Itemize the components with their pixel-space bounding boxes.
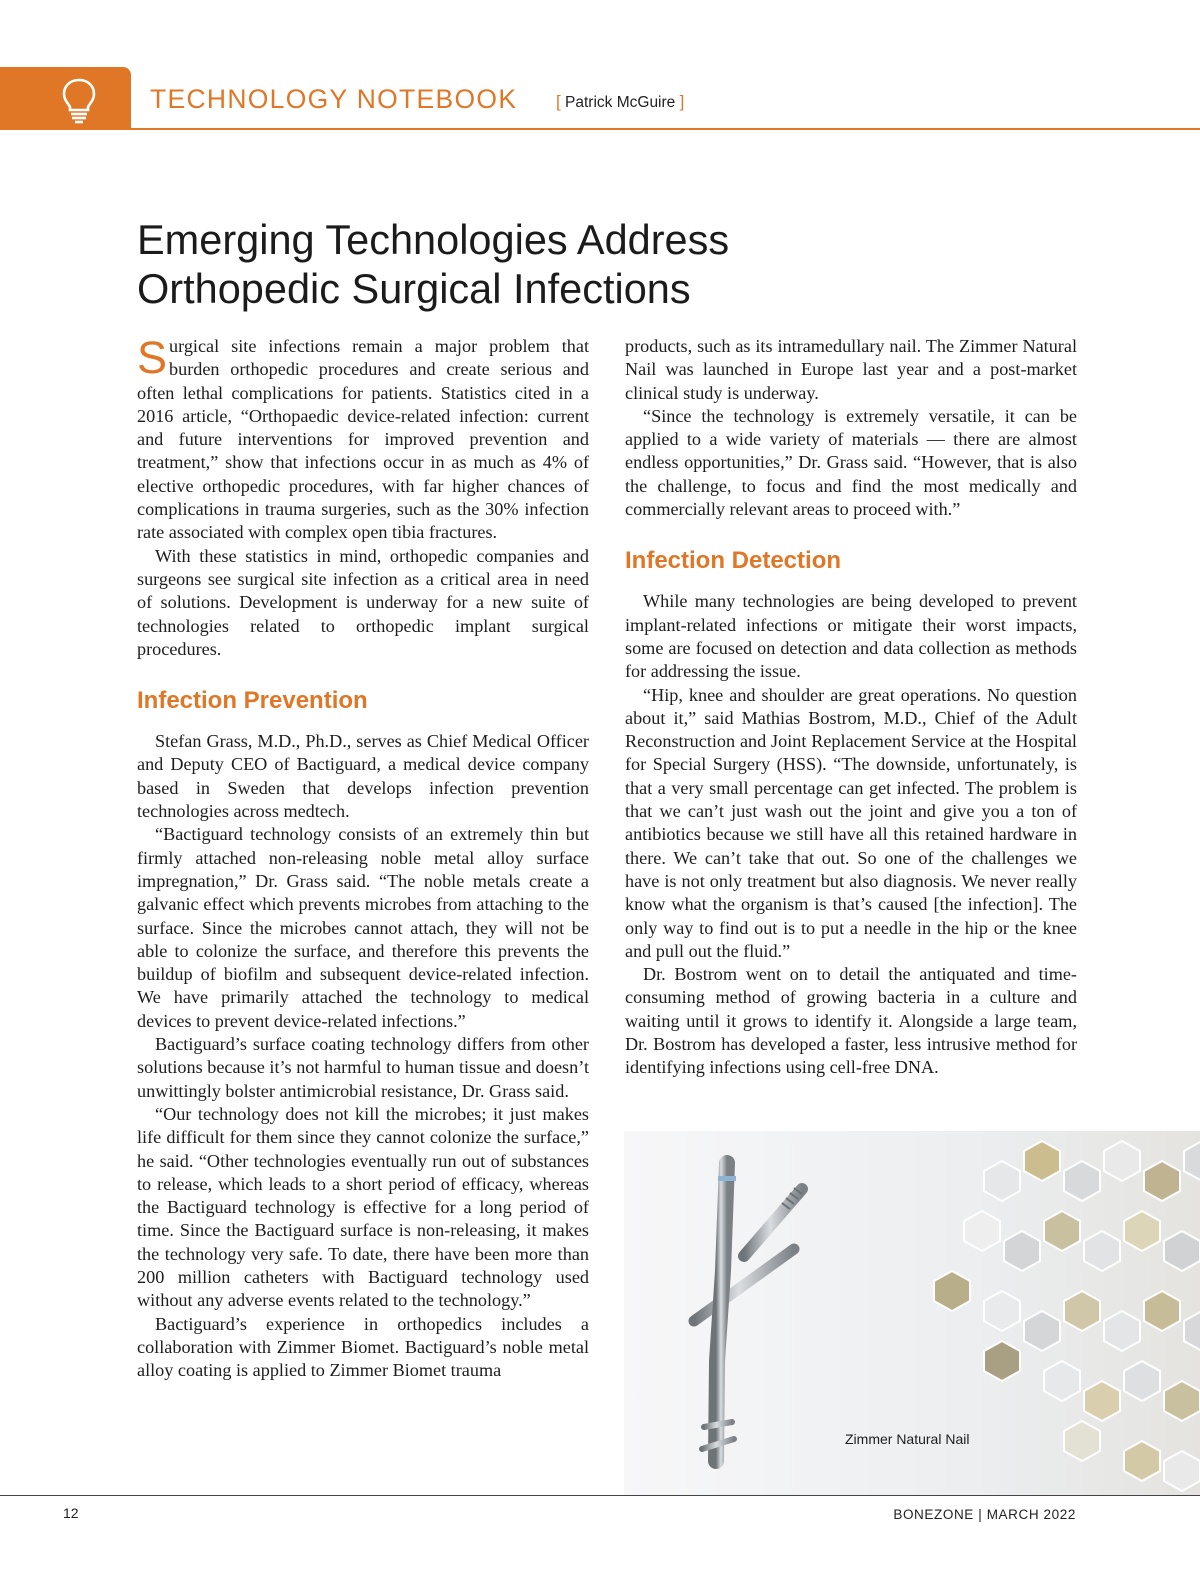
section-name: TECHNOLOGY NOTEBOOK (150, 84, 518, 114)
paragraph: “Bactiguard technology consists of an extremely thin but firmly attached non-releasing noble metal alloy surface impregnation,” Dr. Grass said. “The noble metals create a galvanic effect which prevents microbes from attaching to the surface. Since the microbes cannot attach, they will not be able to colonize the surface, and therefore this prevents the buildup of biofilm and subsequent device-related infection. We have primarily attached the technology to medical devices to prevent device-related infections.” (137, 824, 589, 1031)
publication-info: BONEZONE | MARCH 2022 (893, 1507, 1076, 1522)
drop-cap: S (137, 332, 168, 383)
title-line-1: Emerging Technologies Address (137, 216, 730, 263)
paragraph: “Since the technology is extremely versatile, it can be applied to a wide variety of materials — there are almost endless opportunities,” Dr. Grass said. “However, that is also the challenge, to focus and find the most medically and commercially relevant areas to proceed with.” (625, 405, 1077, 520)
paragraph: Dr. Bostrom went on to detail the antiquated and time-consuming method of growing bacteria in a culture and waiting until it grows to identify it. Alongside a large team, Dr. Bostrom has developed a faster, less intrusive method for identifying infections using cell-free DNA. (625, 964, 1077, 1078)
paragraph: Stefan Grass, M.D., Ph.D., serves as Chief Medical Officer and Deputy CEO of Bactiguard, a medical device company based in Sweden that develops infection prevention technologies across medtech. (137, 731, 589, 822)
section-heading-prevention: Infection Prevention (137, 687, 368, 715)
paragraph (137, 332, 589, 545)
paragraph: While many technologies are being developed to prevent implant-related infections or mitigate their worst impacts, some are focused on detection and data collection as methods for addressing the issue. (625, 591, 1077, 682)
paragraph: “Our technology does not kill the microbes; it just makes life difficult for them since they cannot colonize the surface,” he said. “Other technologies eventually run out of substances to release, which leads to a short period of efficacy, whereas the Bactiguard technology is effective for a long period of time. Since the Bactiguard surface is non-releasing, it makes the technology very safe. To date, there have been more than 200 million catheters with Bactiguard technology used without any adverse events related to the technology.” (137, 1103, 589, 1311)
paragraph: “Hip, knee and shoulder are great operations. No question about it,” said Mathias Bostrom, M.D., Chief of the Adult Reconstruction and Joint Replacement Service at the Hospital for Special Surgery (HSS). “The downside, unfortunately, is that a very small percentage can get infected. The problem is that we can’t just wash out the joint and give you a ton of antibiotics because we still have all this retained hardware in there. We can’t take that out. So one of the challenges we have is not only treatment but also diagnosis. We never really know what the organism is that’s caused [the infection]. The only way to find out is to put a needle in the hip or the knee and pull out the fluid.” (625, 684, 1077, 961)
paragraph: Bactiguard’s surface coating technology differs from other solutions because it’s not harmful to human tissue and doesn’t unwittingly bolster antimicrobial resistance, Dr. Grass said. (137, 1034, 589, 1101)
paragraph: Bactiguard’s experience in orthopedics includes a collaboration with Zimmer Biomet. Bactiguard’s noble metal alloy coating is applied to Zimmer Biomet trauma (137, 1313, 589, 1381)
right-column (625, 335, 1077, 1080)
section-heading-detection: Infection Detection (625, 547, 842, 575)
paragraph: With these statistics in mind, orthopedic companies and surgeons see surgical site infection as a critical area in need of solutions. Development is underway for a new suite of technologies related to orthopedic implant surgical procedures. (137, 545, 589, 659)
title-line-2: Orthopedic Surgical Infections (137, 265, 691, 312)
header-rule (131, 128, 1200, 130)
photo-caption: Zimmer Natural Nail (845, 1431, 970, 1447)
bracket-close: ] (679, 92, 685, 111)
byline (556, 92, 684, 112)
lightbulb-icon (59, 77, 99, 125)
footer-rule (0, 1495, 1200, 1496)
paragraph: products, such as its intramedullary nail. The Zimmer Natural Nail was launched in Europe last year and a post-market clinical study is underway. (625, 336, 1077, 403)
article-title (137, 215, 729, 313)
section-tab (0, 67, 131, 130)
paragraph-text: urgical site infections remain a major problem that burden orthopedic procedures and create serious and often lethal complications for patients. Statistics cited in a 2016 article, “Orthopaedic device-related infection: current and future interventions for improved prevention and treatment,” show that infections occur in as much as 4% of elective orthopedic procedures, with far higher chances of complications in trauma surgeries, such as the 30% infection rate associated with complex open tibia fractures. (137, 336, 589, 543)
page-number: 12 (63, 1505, 79, 1521)
bracket-open: [ (556, 92, 561, 111)
left-column (137, 332, 589, 1382)
author-name: Patrick McGuire (565, 94, 676, 111)
